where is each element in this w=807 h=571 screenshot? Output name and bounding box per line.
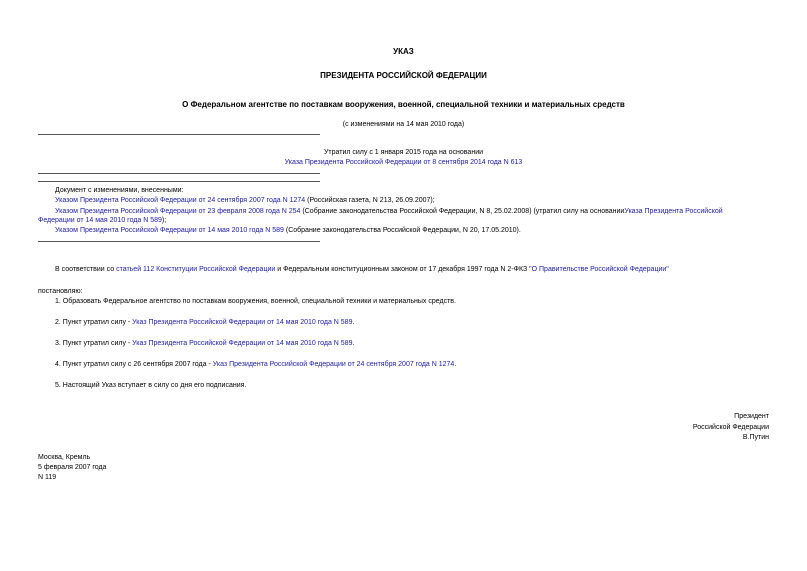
amendment-source-3: (Собрание законодательства Российской Федерации, N 20, 17.05.2010). [283,227,521,234]
paragraph-2-end: . [352,319,355,326]
preamble-start: В соответствии со [55,266,117,273]
paragraph-4-end: . [454,361,457,368]
decree-word: постановляю: [38,288,83,295]
expired-text: Утратил силу с 1 января 2015 года на основании [323,149,484,156]
law-link[interactable]: "О Правительстве Российской Федерации" [529,266,669,273]
amendment-link-2b[interactable]: Указа Президента Российской [624,208,723,215]
amendment-source-2-end: ); [161,217,167,224]
paragraph-3-end: . [352,340,355,347]
amendment-source-2: (Собрание законодательства Российской Федерации, N 8, 25.02.2008) (утратил силу на основании [300,208,625,215]
signing-date: 5 февраля 2007 года [38,464,107,471]
decree-title: УКАЗ [393,47,414,56]
amendment-item-1 [55,196,435,205]
paragraph-2-text: 2. Пункт утратил силу - [55,319,133,326]
amendment-source-1: (Российская газета, N 213, 26.09.2007); [305,197,435,204]
amendment-link-2[interactable]: Указом Президента Российской Федерации от 23 февраля 2008 года N 254 [55,208,301,215]
preamble-mid: и Федеральным конституционным законом от 17 декабря 1997 года N 2-ФКЗ [275,266,530,273]
paragraph-2-link[interactable]: Указ Президента Российской Федерации от 14 мая 2010 года N 589 [132,319,353,326]
paragraph-3-text: 3. Пункт утратил силу - [55,340,133,347]
expired-link-text[interactable]: Указа Президента Российской Федерации от 8 сентября 2014 года N 613 [284,159,523,166]
decree-subtitle: ПРЕЗИДЕНТА РОССИЙСКОЙ ФЕДЕРАЦИИ [320,71,487,80]
signature-title: Президент [734,413,769,420]
decree-number: N 119 [38,474,57,481]
paragraph-2 [55,318,354,327]
amendments-intro: Документ с изменениями, внесенными: [55,187,184,194]
paragraph-5: 5. Настоящий Указ вступает в силу со дня его подписания. [55,382,247,389]
amendment-item-3 [55,226,521,235]
paragraph-4-text: 4. Пункт утратил силу с 26 сентября 2007 года - [55,361,213,368]
divider [38,173,320,174]
amendment-link-1[interactable]: Указом Президента Российской Федерации от 24 сентября 2007 года N 1274 [55,197,306,204]
amendment-item-2 [55,207,723,216]
signature-office: Российской Федерации [692,424,769,431]
paragraph-4 [55,360,456,369]
divider [38,181,320,182]
amendment-link-2c[interactable]: Федерации от 14 мая 2010 года N 589 [38,217,162,224]
paragraph-1: 1. Образовать Федеральное агентство по поставкам вооружения, военной, специальной техники и материальных средств. [55,298,456,305]
expired-link[interactable] [0,158,807,167]
paragraph-4-link[interactable]: Указ Президента Российской Федерации от 24 сентября 2007 года N 1274 [212,361,455,368]
revision-note: (с изменениями на 14 мая 2010 года) [342,121,465,128]
divider [38,134,320,135]
signature-name: В.Путин [742,434,769,441]
amendment-link-3[interactable]: Указом Президента Российской Федерации от 14 мая 2010 года N 589 [55,227,284,234]
divider [38,241,320,242]
signing-place: Москва, Кремль [38,454,91,461]
paragraph-3-link[interactable]: Указ Президента Российской Федерации от 14 мая 2010 года N 589 [132,340,353,347]
paragraph-3 [55,339,354,348]
amendment-item-2-cont [38,216,166,225]
preamble [55,265,669,274]
constitution-link[interactable]: статьей 112 Конституции Российской Федерации [116,266,276,273]
document-title: О Федеральном агентстве по поставкам вооружения, военной, специальной техники и материальных средств [182,100,625,109]
